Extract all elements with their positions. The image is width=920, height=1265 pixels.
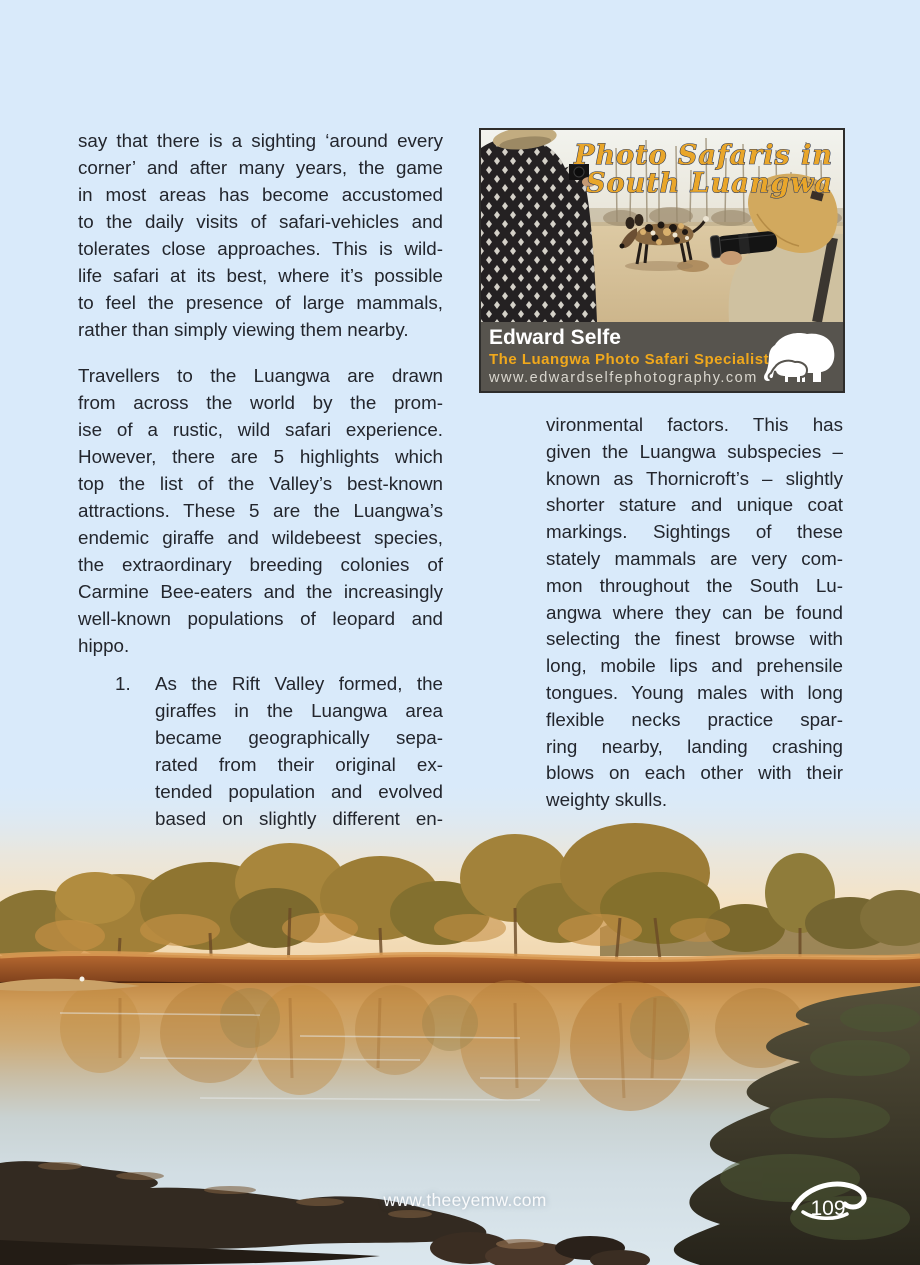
hand xyxy=(720,251,742,265)
text-line: blows on each other with their xyxy=(546,762,843,784)
advert-website-link[interactable]: www.edwardselfephotography.com xyxy=(489,370,758,386)
text-line: markings. Sightings of these xyxy=(546,521,843,543)
text-line: rather than simply viewing them nearby. xyxy=(78,319,409,340)
text-line: known as Thornicroft’s – slightly xyxy=(546,467,843,489)
photo-safari-advert xyxy=(479,128,845,393)
numbered-list-item-1 xyxy=(78,670,443,832)
paragraph-2 xyxy=(78,362,443,659)
text-line: stately mammals are very com- xyxy=(546,547,843,569)
advert-title-line2: South Luangwa xyxy=(586,168,833,199)
page-number: 109 xyxy=(810,1197,846,1220)
advert-photo xyxy=(481,130,843,322)
text-line: ring nearby, landing crashing xyxy=(546,735,843,757)
list-item-text xyxy=(155,670,443,832)
text-line: Carmine Bee-eaters and the increasingly xyxy=(78,581,443,602)
text-line: the extraordinary breeding colonies of xyxy=(78,554,443,575)
text-line: However, there are 5 highlights which xyxy=(78,446,443,467)
text-line: giraffes in the Luangwa area xyxy=(155,700,443,721)
text-line: to the daily visits of safari-vehicles and xyxy=(78,211,443,232)
elephant-logo-icon xyxy=(761,329,839,387)
advert-title-line1: Photo Safaris in xyxy=(574,140,833,171)
white-bird xyxy=(80,977,85,982)
text-line: well-known populations of leopard and xyxy=(78,608,443,629)
text-line: say that there is a sighting ‘around every xyxy=(78,130,443,151)
text-line: tongues. Young males with long xyxy=(546,681,843,703)
text-line: Travellers to the Luangwa are drawn xyxy=(78,365,443,386)
advert-info-bar xyxy=(481,322,843,391)
advert-tagline: The Luangwa Photo Safari Specialist xyxy=(489,351,770,368)
right-text-column xyxy=(546,412,843,814)
text-line: shorter stature and unique coat xyxy=(546,494,843,516)
text-line: tended population and evolved xyxy=(155,781,443,802)
text-line: mon throughout the South Lu- xyxy=(546,574,843,596)
text-line: As the Rift Valley formed, the xyxy=(155,673,443,694)
text-line: vironmental factors. This has xyxy=(546,414,843,435)
text-line: corner’ and after many years, the game xyxy=(78,157,443,178)
text-line: given the Luangwa subspecies – xyxy=(546,440,843,462)
text-line: attractions. These 5 are the Luangwa’s xyxy=(78,500,443,521)
eye-logo xyxy=(791,1174,871,1226)
magazine-website-link[interactable]: www.theeyemw.com xyxy=(383,1190,547,1210)
list-number: 1. xyxy=(115,673,131,694)
paragraph-1 xyxy=(78,127,443,343)
text-line: top the list of the Valley’s best-known xyxy=(78,473,443,494)
text-line: angwa where they can be found xyxy=(546,601,843,623)
left-text-column xyxy=(78,127,443,832)
text-line: flexible necks practice spar- xyxy=(546,708,843,730)
photographer-name: Edward Selfe xyxy=(489,326,621,349)
text-line: rated from their original ex- xyxy=(155,754,443,775)
text-line: based on slightly different en- xyxy=(155,808,443,829)
text-line: selecting the finest browse with xyxy=(546,628,843,650)
text-line: life safari at its best, where it’s possible xyxy=(78,265,443,286)
text-line: to feel the presence of large mammals, xyxy=(78,292,443,313)
text-line: became geographically sepa- xyxy=(155,727,443,748)
text-line: hippo. xyxy=(78,635,130,656)
text-line: ise of a rustic, wild safari experience. xyxy=(78,419,443,440)
text-line: from across the world by the prom- xyxy=(78,392,443,413)
text-line: long, mobile lips and prehensile xyxy=(546,655,843,677)
text-line: tolerates close approaches. This is wild- xyxy=(78,238,443,259)
text-line: in most areas has become accustomed xyxy=(78,184,443,205)
text-line: endemic giraffe and wildebeest species, xyxy=(78,527,443,548)
text-line: weighty skulls. xyxy=(546,789,668,811)
